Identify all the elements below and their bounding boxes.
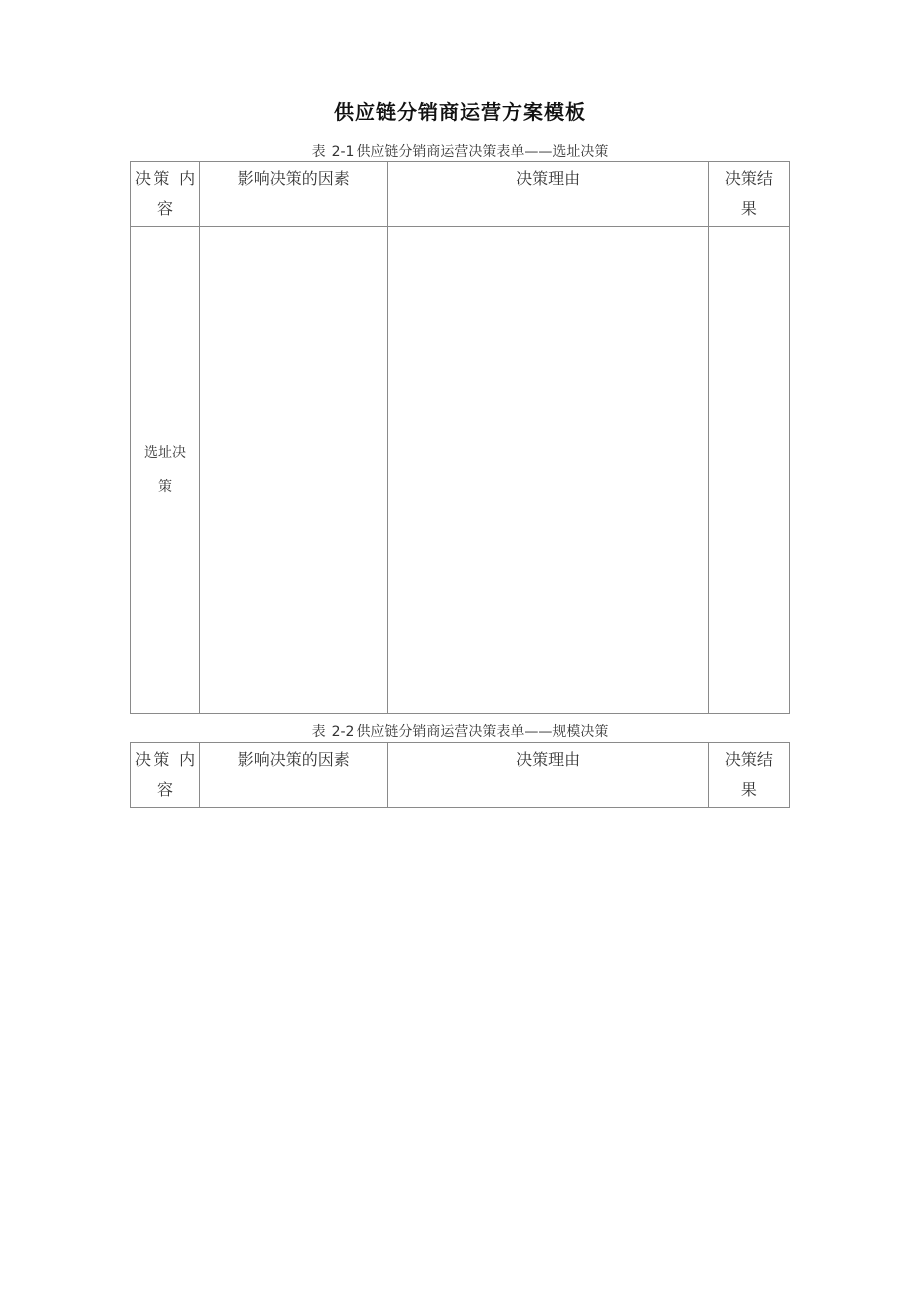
header-influencing-factors: 影响决策的因素 [200, 162, 388, 227]
table-header-row [131, 162, 790, 227]
header-decision-content-line2: 容 [157, 780, 174, 799]
header-decision-result [708, 743, 789, 808]
caption-text: 供应链分销商运营决策表单——选址决策 [356, 144, 609, 160]
caption-text: 供应链分销商运营决策表单——规模决策 [356, 724, 609, 740]
header-decision-result-line2: 果 [740, 199, 757, 218]
cell-decision-reason[interactable] [388, 227, 708, 714]
row-label-site-selection [131, 227, 200, 714]
header-decision-reason: 决策理由 [388, 743, 708, 808]
decision-table-scale [130, 742, 790, 808]
header-decision-result-line1: 决策结 [724, 750, 773, 769]
caption-prefix: 表 [311, 724, 326, 740]
header-decision-reason: 决策理由 [388, 162, 708, 227]
table-caption [0, 721, 920, 741]
header-decision-content-line1: 决策 内 [135, 750, 196, 769]
caption-prefix: 表 [311, 144, 326, 160]
header-decision-result [708, 162, 789, 227]
header-decision-content-line2: 容 [157, 199, 174, 218]
caption-number: 2-2 [331, 724, 355, 740]
cell-influencing-factors[interactable] [200, 227, 388, 714]
table-header-row [131, 743, 790, 808]
document-title: 供应链分销商运营方案模板 [334, 100, 586, 124]
header-decision-content-line1: 决策 内 [135, 169, 196, 188]
header-decision-content [131, 162, 200, 227]
decision-table-site-selection [130, 161, 790, 714]
header-decision-result-line2: 果 [740, 780, 757, 799]
caption-number: 2-1 [331, 144, 355, 160]
header-decision-result-line1: 决策结 [724, 169, 773, 188]
row-label-line1: 选址决 [144, 445, 187, 461]
row-label-line2: 策 [158, 479, 173, 495]
table-caption [0, 141, 920, 161]
table-row [131, 227, 790, 714]
header-decision-content [131, 743, 200, 808]
cell-decision-result[interactable] [708, 227, 789, 714]
header-influencing-factors: 影响决策的因素 [200, 743, 388, 808]
